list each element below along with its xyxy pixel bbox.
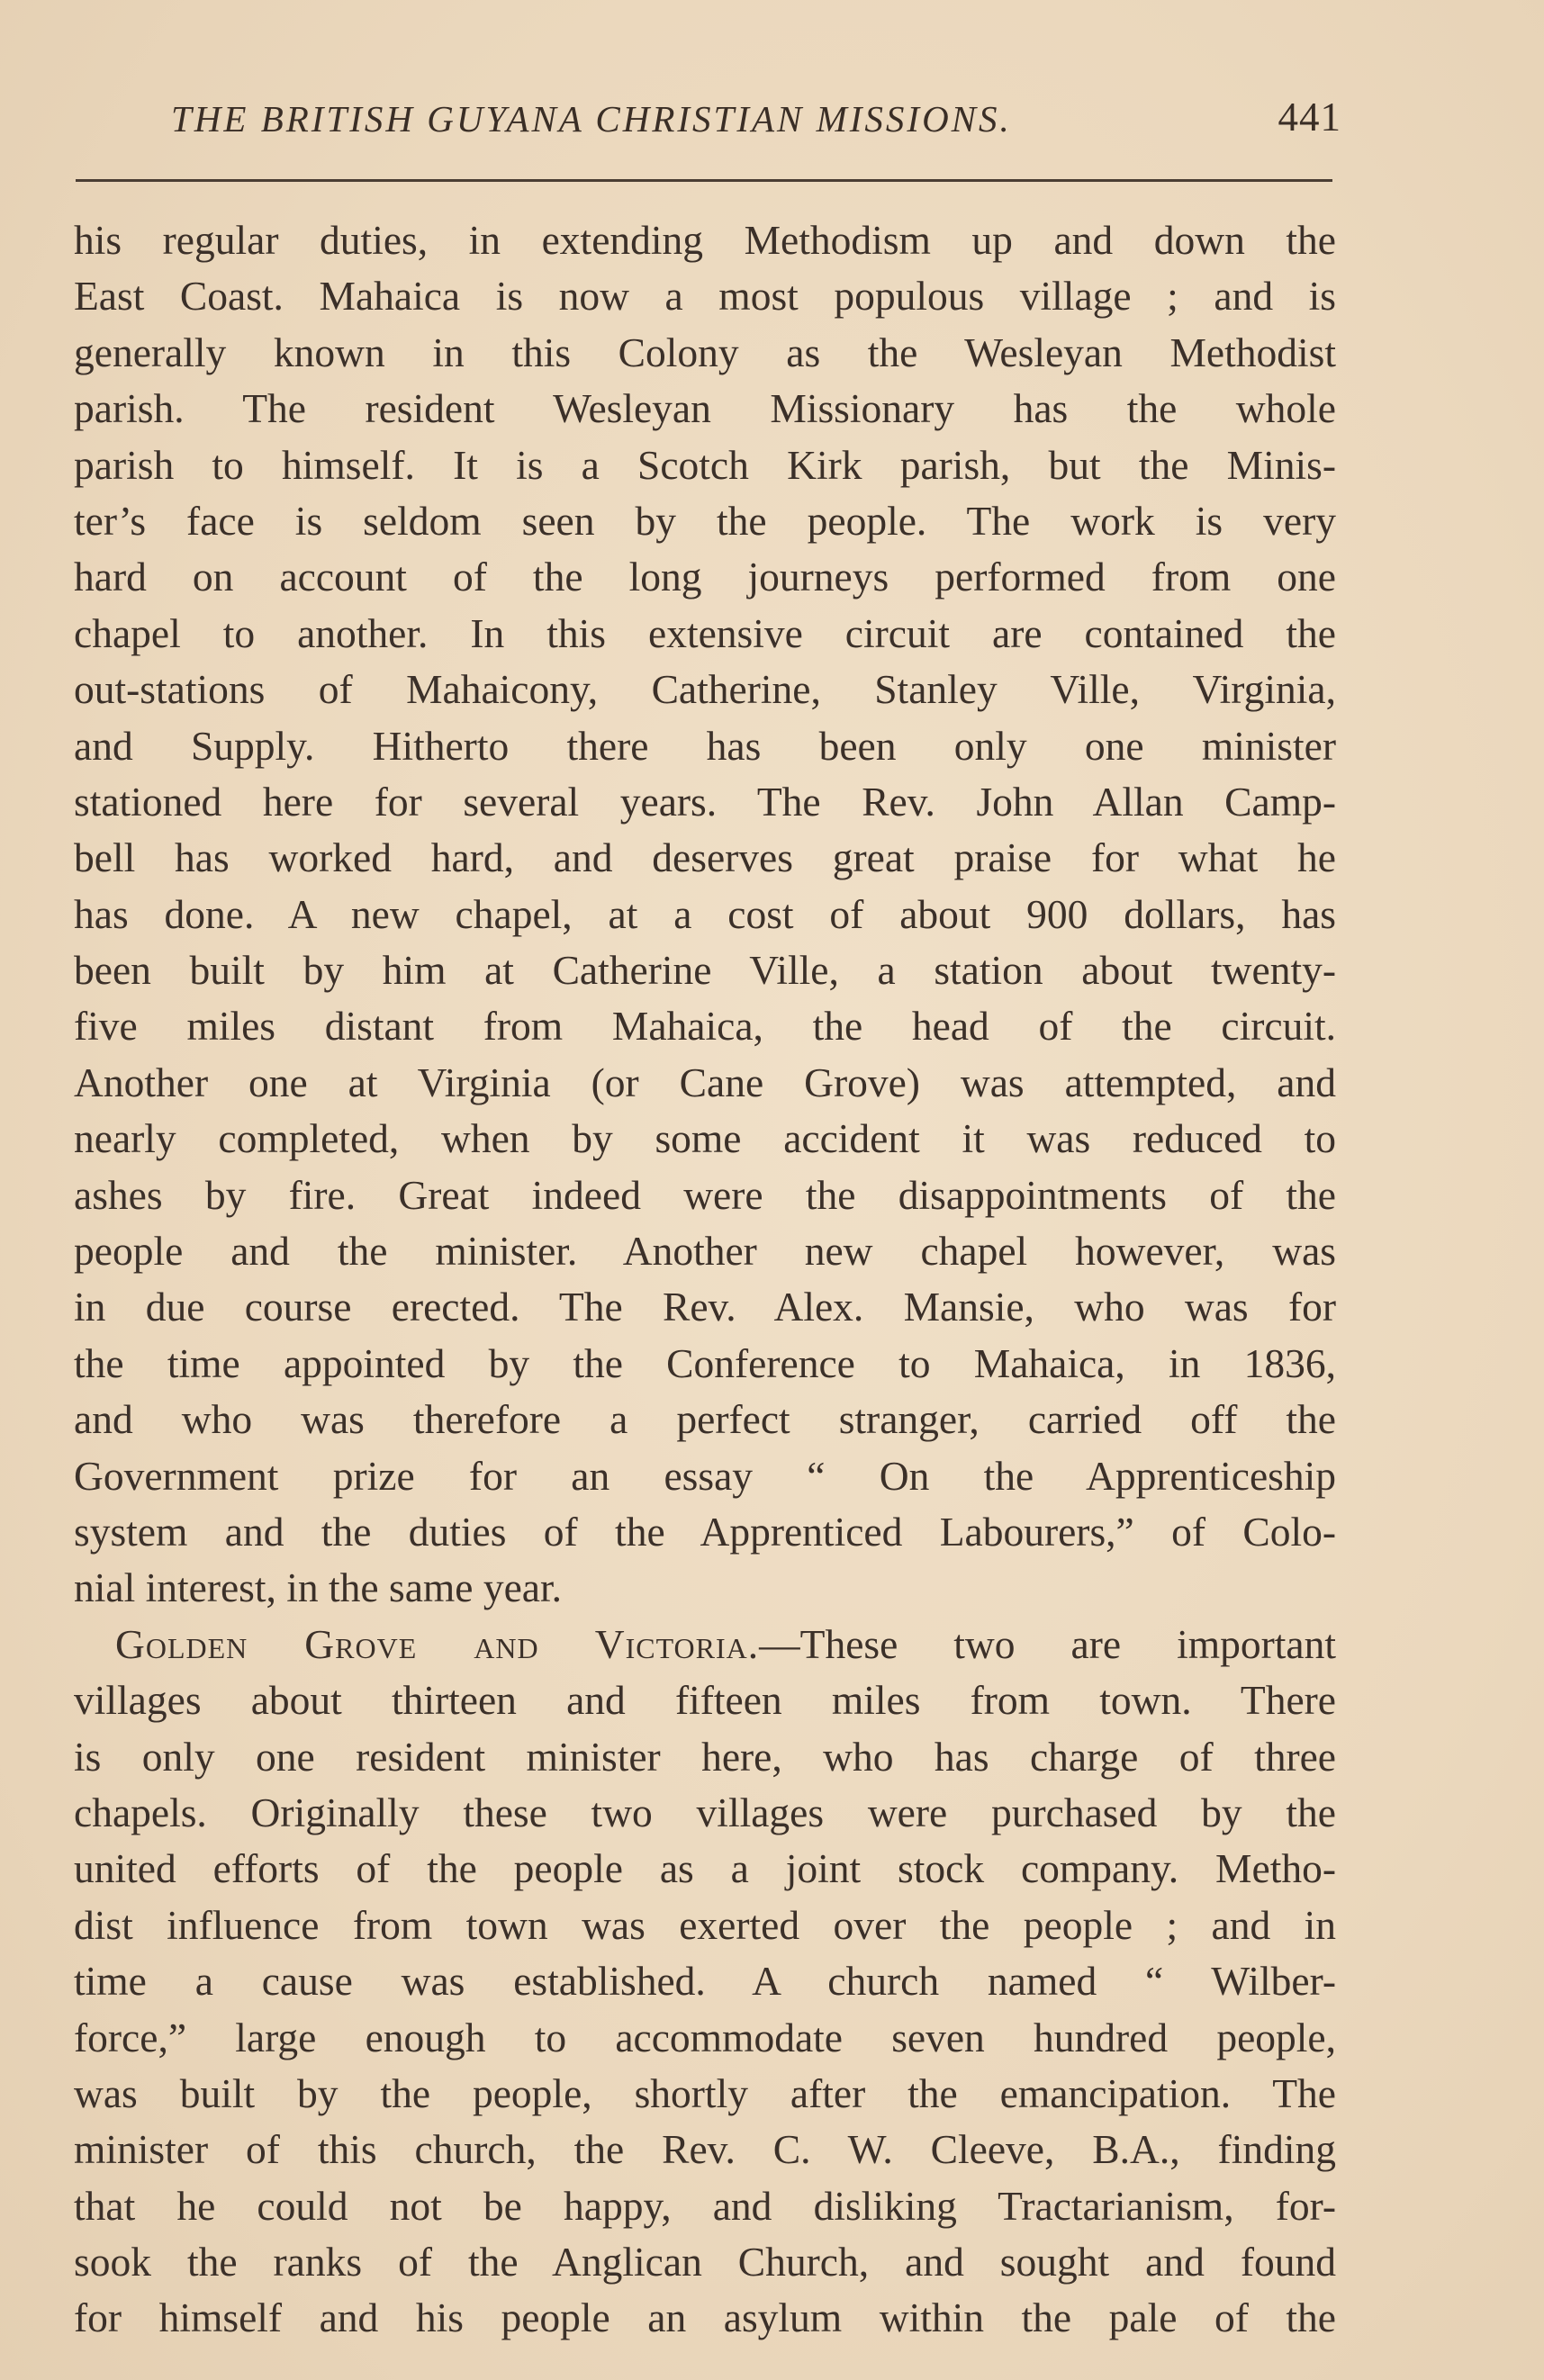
text-line: nearly completed, when by some accident it was reduced to — [74, 1115, 1336, 1162]
page-header — [171, 97, 1341, 160]
text-line: people and the minister. Another new chapel however, was — [74, 1228, 1336, 1275]
body-text — [74, 212, 1336, 2347]
text-line: chapel to another. In this extensive circuit are contained the — [74, 609, 1336, 656]
text-line: ter’s face is seldom seen by the people. The work is very — [74, 497, 1336, 544]
section-heading: Golden Grove and Victoria. — [115, 1620, 760, 1667]
text-line: five miles distant from Mahaica, the head of the circuit. — [74, 1003, 1336, 1050]
text-line: system and the duties of the Apprenticed Labourers,” of Colo- — [74, 1508, 1336, 1555]
text-line: dist influence from town was exerted over the people ; and in — [74, 1901, 1336, 1948]
text-line: was built by the people, shortly after the emancipation. The — [74, 2069, 1336, 2116]
text-line: parish. The resident Wesleyan Missionary has the whole — [74, 385, 1336, 432]
text-line: that he could not be happy, and disliking Tractarianism, for- — [74, 2182, 1336, 2229]
header-rule — [76, 179, 1332, 182]
text-line: and Supply. Hitherto there has been only one minister — [74, 722, 1336, 769]
text-line: ashes by fire. Great indeed were the disappointments of the — [74, 1171, 1336, 1218]
text-line: his regular duties, in extending Methodism up and down the — [74, 217, 1336, 263]
page-number: 441 — [1278, 95, 1341, 140]
text-line: stationed here for several years. The Rev. John Allan Camp- — [74, 778, 1336, 825]
text-line: minister of this church, the Rev. C. W. Cleeve, B.A., finding — [74, 2126, 1336, 2173]
section-first-line-text: —These two are important — [759, 1620, 1336, 1667]
text-line: bell has worked hard, and deserves great praise for what he — [74, 834, 1336, 881]
text-line: been built by him at Catherine Ville, a station about twenty- — [74, 947, 1336, 994]
text-line: parish to himself. It is a Scotch Kirk parish, but the Minis- — [74, 441, 1336, 488]
text-line: Another one at Virginia (or Cane Grove) was attempted, and — [74, 1059, 1336, 1105]
text-line: generally known in this Colony as the Wesleyan Methodist — [74, 329, 1336, 375]
text-line: has done. A new chapel, at a cost of about 900 dollars, has — [74, 890, 1336, 937]
section-first-line — [74, 1617, 1336, 1672]
text-line: force,” large enough to accommodate seven hundred people, — [74, 2014, 1336, 2060]
paragraph-end-line: nial interest, in the same year. — [74, 1564, 563, 1611]
text-line: hard on account of the long journeys performed from one — [74, 554, 1336, 600]
text-line: the time appointed by the Conference to Mahaica, in 1836, — [74, 1339, 1336, 1386]
text-line: in due course erected. The Rev. Alex. Mansie, who was for — [74, 1284, 1336, 1330]
text-line: is only one resident minister here, who has charge of three — [74, 1733, 1336, 1780]
text-line: sook the ranks of the Anglican Church, and sought and found — [74, 2239, 1336, 2285]
text-line: and who was therefore a perfect stranger, carried off the — [74, 1396, 1336, 1443]
text-line: East Coast. Mahaica is now a most populous village ; and is — [74, 273, 1336, 320]
text-line: time a cause was established. A church named “ Wilber- — [74, 1958, 1336, 2005]
text-line: united efforts of the people as a joint stock company. Metho- — [74, 1845, 1336, 1892]
text-line: villages about thirteen and fifteen miles from town. There — [74, 1677, 1336, 1724]
text-line: for himself and his people an asylum within the pale of the — [74, 2294, 1336, 2341]
text-line: Government prize for an essay “ On the Apprenticeship — [74, 1452, 1336, 1499]
text-line: chapels. Originally these two villages were purchased by the — [74, 1789, 1336, 1835]
running-title: THE BRITISH GUYANA CHRISTIAN MISSIONS. — [171, 98, 1012, 140]
text-line: out-stations of Mahaicony, Catherine, Stanley Ville, Virginia, — [74, 666, 1336, 713]
